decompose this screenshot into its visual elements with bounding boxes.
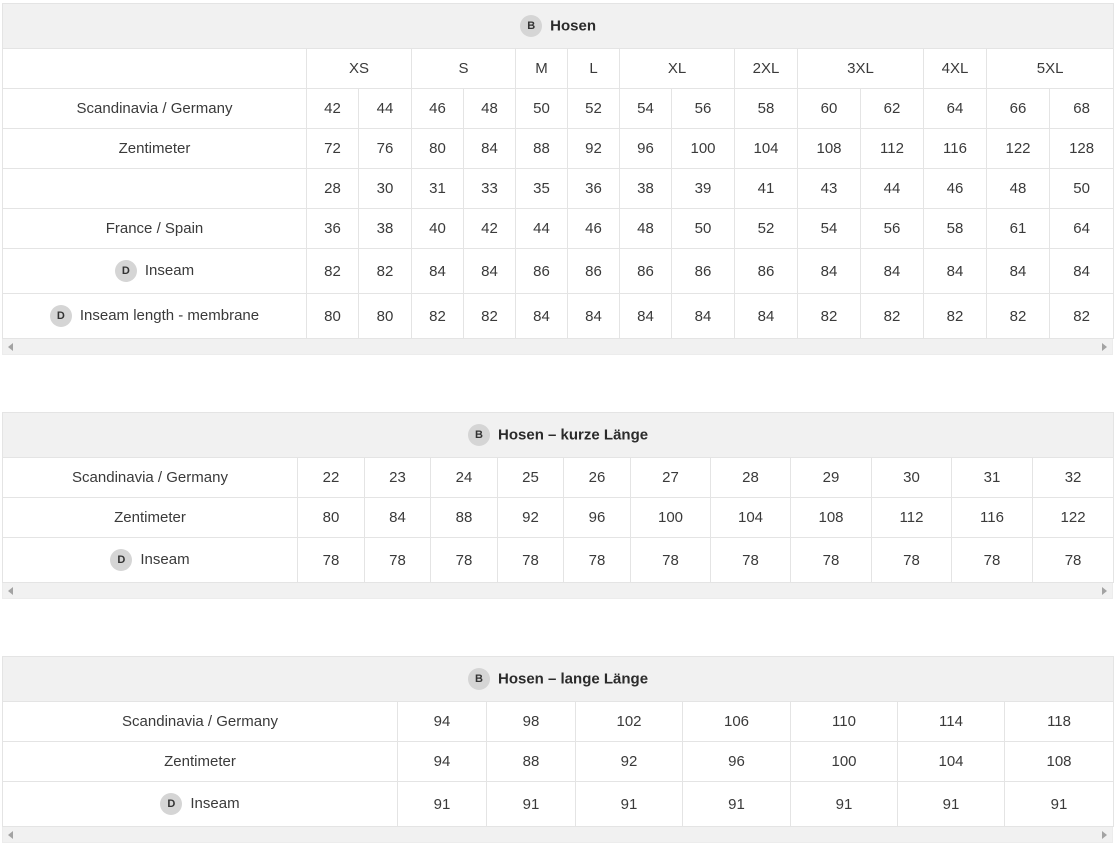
scroll-right-arrow-icon[interactable]	[1102, 587, 1107, 595]
table-cell: 44	[516, 209, 568, 249]
scroll-left-arrow-icon[interactable]	[8, 587, 13, 595]
table-cell: 52	[568, 89, 620, 129]
table-cell: 80	[412, 129, 464, 169]
table-cell: 36	[568, 169, 620, 209]
table-cell: 82	[464, 294, 516, 339]
row-label: Scandinavia / Germany	[3, 89, 307, 129]
badge-icon: B	[468, 424, 490, 446]
size-table	[2, 412, 1114, 583]
table-cell: 38	[359, 209, 412, 249]
table-cell: 84	[516, 294, 568, 339]
badge-icon: D	[160, 793, 182, 815]
table-cell: 46	[412, 89, 464, 129]
row-label-text: Inseam	[190, 794, 240, 812]
row-label: Zentimeter	[3, 129, 307, 169]
table-cell: 48	[464, 89, 516, 129]
table-row	[3, 742, 1114, 782]
row-label	[3, 169, 307, 209]
table-cell: 28	[307, 169, 359, 209]
table-cell: 60	[798, 89, 861, 129]
table-cell: 84	[464, 129, 516, 169]
row-label: Scandinavia / Germany	[3, 458, 298, 498]
horizontal-scrollbar[interactable]	[2, 339, 1113, 355]
size-header-row	[3, 49, 1114, 89]
table-cell: 80	[359, 294, 412, 339]
table-cell: 82	[412, 294, 464, 339]
table-cell: 84	[798, 249, 861, 294]
empty-header-cell	[3, 49, 307, 89]
table-cell: 94	[398, 702, 487, 742]
table-row	[3, 294, 1114, 339]
table-cell: 44	[861, 169, 924, 209]
table-cell: 54	[620, 89, 672, 129]
table-cell: 84	[987, 249, 1050, 294]
table-cell: 42	[307, 89, 359, 129]
row-label: Scandinavia / Germany	[3, 702, 398, 742]
table-cell: 104	[898, 742, 1005, 782]
table-cell: 48	[987, 169, 1050, 209]
table-cell: 29	[791, 458, 872, 498]
table-cell: 25	[498, 458, 564, 498]
table-cell: 82	[798, 294, 861, 339]
size-header: 2XL	[735, 49, 798, 89]
table-cell: 86	[620, 249, 672, 294]
table-cell: 31	[412, 169, 464, 209]
table-cell: 27	[631, 458, 711, 498]
badge-icon: B	[468, 668, 490, 690]
scroll-left-arrow-icon[interactable]	[8, 831, 13, 839]
table-cell: 26	[564, 458, 631, 498]
table-cell: 43	[798, 169, 861, 209]
size-header: 4XL	[924, 49, 987, 89]
table-cell: 23	[365, 458, 431, 498]
table-cell: 22	[298, 458, 365, 498]
size-header: L	[568, 49, 620, 89]
table-cell: 82	[307, 249, 359, 294]
table-cell: 84	[365, 498, 431, 538]
table-row	[3, 169, 1114, 209]
table-cell: 91	[487, 782, 576, 827]
table-cell: 24	[431, 458, 498, 498]
table-cell: 128	[1050, 129, 1114, 169]
table-cell: 46	[568, 209, 620, 249]
table-cell: 84	[568, 294, 620, 339]
row-label-text: Inseam length - membrane	[79, 306, 260, 324]
row-label	[3, 294, 307, 339]
size-table	[2, 656, 1114, 827]
size-header: XS	[307, 49, 412, 89]
table-cell: 61	[987, 209, 1050, 249]
table-cell: 80	[307, 294, 359, 339]
table-cell: 92	[576, 742, 683, 782]
table-row	[3, 538, 1114, 583]
table-cell: 50	[516, 89, 568, 129]
horizontal-scrollbar[interactable]	[2, 827, 1113, 843]
table-cell: 108	[791, 498, 872, 538]
table-row	[3, 89, 1114, 129]
table-cell: 106	[683, 702, 791, 742]
row-label	[3, 249, 307, 294]
size-table	[2, 3, 1114, 339]
size-header: XL	[620, 49, 735, 89]
table-cell: 102	[576, 702, 683, 742]
size-table-hosen	[2, 3, 1113, 355]
row-label: France / Spain	[3, 209, 307, 249]
table-cell: 91	[898, 782, 1005, 827]
table-cell: 78	[631, 538, 711, 583]
table-cell: 84	[412, 249, 464, 294]
table-cell: 78	[711, 538, 791, 583]
table-cell: 30	[359, 169, 412, 209]
table-cell: 62	[861, 89, 924, 129]
table-cell: 86	[516, 249, 568, 294]
size-header: M	[516, 49, 568, 89]
table-cell: 78	[952, 538, 1033, 583]
table-cell: 78	[298, 538, 365, 583]
table-row	[3, 129, 1114, 169]
table-cell: 86	[568, 249, 620, 294]
table-row	[3, 458, 1114, 498]
table-cell: 38	[620, 169, 672, 209]
badge-icon: B	[520, 15, 542, 37]
table-cell: 41	[735, 169, 798, 209]
row-label: Zentimeter	[3, 498, 298, 538]
table-cell: 50	[672, 209, 735, 249]
table-cell: 86	[735, 249, 798, 294]
table-cell: 50	[1050, 169, 1114, 209]
table-cell: 78	[791, 538, 872, 583]
table-cell: 100	[672, 129, 735, 169]
table-cell: 72	[307, 129, 359, 169]
table-row	[3, 249, 1114, 294]
row-label	[3, 538, 298, 583]
table-cell: 66	[987, 89, 1050, 129]
table-row	[3, 782, 1114, 827]
table-cell: 32	[1033, 458, 1114, 498]
table-cell: 78	[1033, 538, 1114, 583]
table-cell: 91	[576, 782, 683, 827]
horizontal-scrollbar[interactable]	[2, 583, 1113, 599]
table-cell: 48	[620, 209, 672, 249]
table-cell: 104	[735, 129, 798, 169]
table-cell: 112	[861, 129, 924, 169]
table-cell: 88	[516, 129, 568, 169]
table-cell: 108	[798, 129, 861, 169]
table-cell: 78	[365, 538, 431, 583]
table-cell: 52	[735, 209, 798, 249]
table-cell: 91	[791, 782, 898, 827]
table-cell: 58	[924, 209, 987, 249]
table-cell: 33	[464, 169, 516, 209]
size-header: 3XL	[798, 49, 924, 89]
scroll-left-arrow-icon[interactable]	[8, 343, 13, 351]
table-cell: 30	[872, 458, 952, 498]
table-cell: 58	[735, 89, 798, 129]
table-cell: 84	[620, 294, 672, 339]
table-cell: 39	[672, 169, 735, 209]
table-cell: 92	[568, 129, 620, 169]
table-cell: 108	[1005, 742, 1114, 782]
table-cell: 82	[359, 249, 412, 294]
table-cell: 114	[898, 702, 1005, 742]
size-table-hosen-lang	[2, 656, 1113, 843]
table-cell: 76	[359, 129, 412, 169]
table-cell: 84	[861, 249, 924, 294]
table-title	[3, 4, 1114, 49]
table-cell: 64	[924, 89, 987, 129]
table-cell: 84	[1050, 249, 1114, 294]
table-cell: 36	[307, 209, 359, 249]
table-cell: 82	[861, 294, 924, 339]
table-cell: 116	[952, 498, 1033, 538]
table-cell: 82	[987, 294, 1050, 339]
table-cell: 122	[987, 129, 1050, 169]
table-cell: 40	[412, 209, 464, 249]
table-title	[3, 413, 1114, 458]
table-cell: 112	[872, 498, 952, 538]
scroll-right-arrow-icon[interactable]	[1102, 831, 1107, 839]
table-cell: 88	[487, 742, 576, 782]
table-cell: 78	[872, 538, 952, 583]
badge-icon: D	[50, 305, 72, 327]
table-title	[3, 657, 1114, 702]
row-label	[3, 782, 398, 827]
table-cell: 80	[298, 498, 365, 538]
row-label-text: Inseam	[140, 550, 190, 568]
table-cell: 116	[924, 129, 987, 169]
table-row	[3, 702, 1114, 742]
table-cell: 94	[398, 742, 487, 782]
table-cell: 35	[516, 169, 568, 209]
table-cell: 46	[924, 169, 987, 209]
table-cell: 96	[564, 498, 631, 538]
scroll-right-arrow-icon[interactable]	[1102, 343, 1107, 351]
table-cell: 78	[564, 538, 631, 583]
table-cell: 84	[924, 249, 987, 294]
table-row	[3, 498, 1114, 538]
table-cell: 84	[735, 294, 798, 339]
table-cell: 118	[1005, 702, 1114, 742]
table-cell: 28	[711, 458, 791, 498]
table-cell: 104	[711, 498, 791, 538]
table-title-text: Hosen – kurze Länge	[498, 426, 649, 444]
table-cell: 91	[1005, 782, 1114, 827]
size-header-s: S	[412, 49, 516, 89]
table-cell: 82	[924, 294, 987, 339]
size-header: 5XL	[987, 49, 1114, 89]
table-cell: 44	[359, 89, 412, 129]
table-cell: 91	[398, 782, 487, 827]
table-cell: 84	[464, 249, 516, 294]
table-cell: 98	[487, 702, 576, 742]
table-cell: 84	[672, 294, 735, 339]
table-cell: 54	[798, 209, 861, 249]
table-cell: 64	[1050, 209, 1114, 249]
table-cell: 68	[1050, 89, 1114, 129]
row-label-text: Inseam	[144, 261, 195, 279]
table-cell: 86	[672, 249, 735, 294]
table-cell: 31	[952, 458, 1033, 498]
badge-icon: D	[110, 549, 132, 571]
table-cell: 122	[1033, 498, 1114, 538]
table-cell: 91	[683, 782, 791, 827]
table-cell: 82	[1050, 294, 1114, 339]
table-cell: 96	[683, 742, 791, 782]
table-title-text: Hosen – lange Länge	[498, 670, 649, 688]
table-cell: 88	[431, 498, 498, 538]
table-cell: 56	[861, 209, 924, 249]
size-table-hosen-kurz	[2, 412, 1113, 599]
badge-icon: D	[115, 260, 137, 282]
table-title-text: Hosen	[550, 17, 597, 35]
table-cell: 100	[631, 498, 711, 538]
table-cell: 96	[620, 129, 672, 169]
table-cell: 110	[791, 702, 898, 742]
row-label: Zentimeter	[3, 742, 398, 782]
table-cell: 92	[498, 498, 564, 538]
table-cell: 100	[791, 742, 898, 782]
table-cell: 78	[431, 538, 498, 583]
table-cell: 42	[464, 209, 516, 249]
table-row	[3, 209, 1114, 249]
table-cell: 78	[498, 538, 564, 583]
table-cell: 56	[672, 89, 735, 129]
